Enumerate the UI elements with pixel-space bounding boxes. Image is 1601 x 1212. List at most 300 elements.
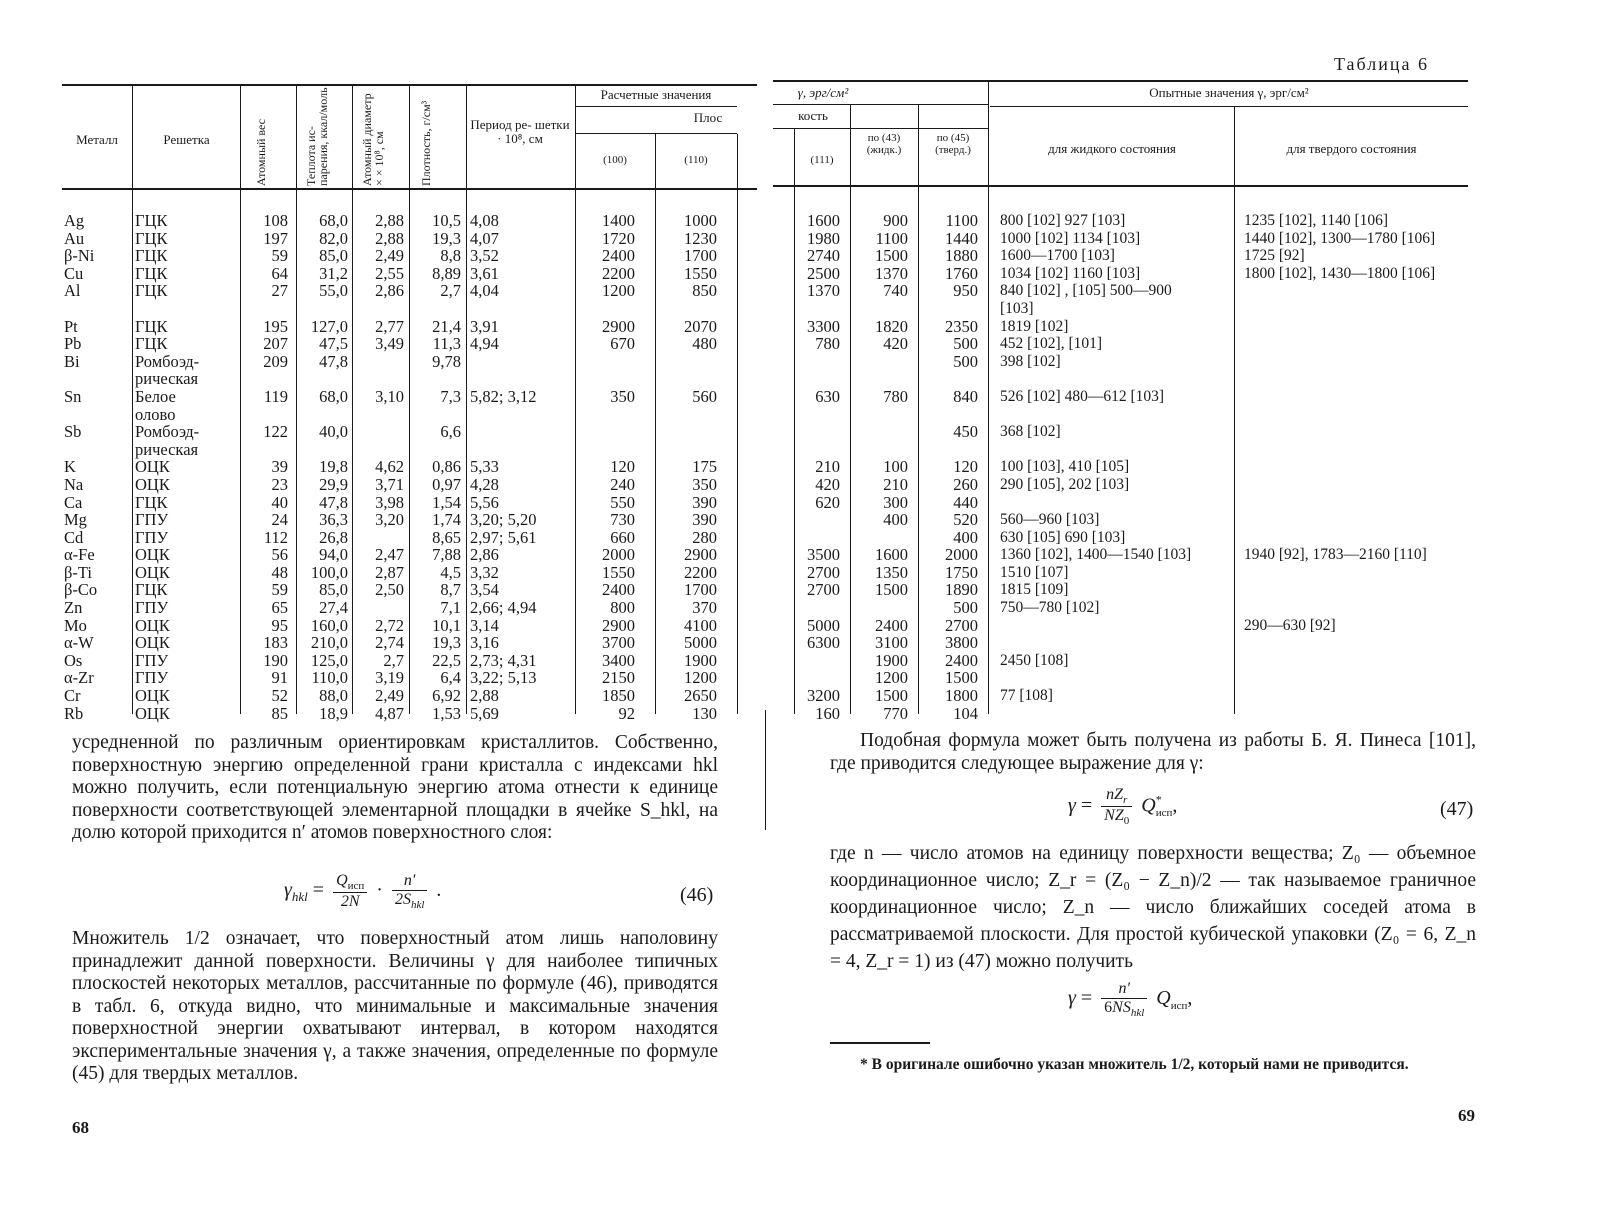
table-cell-period: 5,69: [470, 703, 499, 723]
table-cell-dens: 8,7: [440, 580, 461, 600]
table-cell-sol: 1440 [102], 1300—1780 [106]: [1244, 229, 1436, 247]
table-cell-aw: 56: [271, 545, 288, 565]
table-cell-p100: 670: [610, 334, 635, 354]
table-cell-diam: 2,87: [375, 562, 404, 582]
table-cell-dens: 22,5: [432, 650, 461, 670]
table-cell-g45: 950: [953, 281, 978, 301]
table-cell-p111: [790, 353, 840, 371]
table-cell-aw: 195: [263, 316, 288, 336]
table-cell-diam: 2,50: [375, 580, 404, 600]
table-cell-g45: 1440: [945, 228, 978, 248]
table-cell-period: 2,86: [470, 545, 499, 565]
table-cell-sol: [1244, 494, 1468, 512]
table-cell-p100: 3700: [602, 633, 635, 653]
table-cell-p111: [790, 652, 840, 670]
table-cell-p110: 1200: [684, 668, 717, 688]
table-cell-lattice: ГПУ: [135, 527, 169, 547]
table-cell-p111: 1370: [807, 281, 840, 301]
col-plane-110: [657, 212, 717, 722]
table-cell-liq: 526 [102] 480—612 [103]: [1000, 387, 1165, 405]
table-cell-diam: 2,7: [383, 650, 404, 670]
col-gamma-45: [920, 212, 978, 722]
table-cell-heat: [298, 406, 348, 424]
table-cell-aw: 112: [263, 527, 288, 547]
table-cell-dens: 19,3: [432, 633, 461, 653]
table-cell-g45: 1760: [945, 263, 978, 283]
table-cell-period: [470, 300, 574, 318]
table-cell-diam: [354, 599, 404, 617]
table-cell-g45: 104: [953, 703, 978, 723]
table-cell-p110: 130: [692, 703, 717, 723]
table-cell-aw: 23: [271, 474, 288, 494]
table-cell-g43: 1100: [875, 228, 908, 248]
table-cell-period: 3,22; 5,13: [470, 668, 537, 688]
table-cell-g43: 1820: [875, 316, 908, 336]
table-cell-p111: 620: [815, 492, 840, 512]
table-cell-liq: [1000, 705, 1232, 723]
equation-46: $\gamma_{hkl}$ = $\frac{Q_{исп}}{2N}$ · $\frac{n'}{2S_{hkl}}$ .: [284, 872, 442, 912]
table-cell-heat: 88,0: [319, 686, 348, 706]
table-cell-aw: [242, 300, 288, 318]
equation-47-number: (47): [1440, 798, 1474, 820]
table-cell-g43: 770: [883, 703, 908, 723]
table-cell-heat: 29,9: [319, 474, 348, 494]
table-cell-p100: 240: [610, 474, 635, 494]
header-by-formula-45: по (45) (тверд.): [935, 132, 971, 156]
col-density: [411, 212, 461, 722]
table-cell-heat: 110,0: [311, 668, 348, 688]
table-cell-sol: [1244, 634, 1468, 652]
table-cell-g45: 520: [953, 510, 978, 530]
table-cell-g45: [920, 441, 978, 459]
table-cell-dens: 10,1: [432, 615, 461, 635]
table-cell-sol: [1244, 370, 1468, 388]
table-cell-lattice: олово: [135, 404, 176, 424]
table-cell-dens: [411, 300, 461, 318]
table-cell-diam: 2,47: [375, 545, 404, 565]
table-cell-dens: 1,54: [432, 492, 461, 512]
footnote-rule: [830, 1042, 930, 1044]
table-cell-liq: [103]: [1000, 299, 1034, 317]
table-cell-g43: [852, 300, 908, 318]
table-cell-p111: 2740: [807, 246, 840, 266]
table-cell-dens: 6,4: [440, 668, 461, 688]
table-cell-g43: 400: [883, 510, 908, 530]
table-cell-g45: [920, 406, 978, 424]
table-cell-p110: 2200: [684, 562, 717, 582]
col-gamma-43: [852, 212, 908, 722]
equation-unnumbered: γ = $\frac{n'}{6NS_{hkl}}$ $Q_{исп}$,: [1068, 980, 1193, 1020]
table-cell-aw: 59: [271, 580, 288, 600]
table-cell-p100: 2200: [602, 263, 635, 283]
table-cell-p111: 6300: [807, 633, 840, 653]
table-cell-g43: 780: [883, 386, 908, 406]
table-cell-lattice: ОЦК: [135, 457, 170, 477]
table-cell-lattice: ОЦК: [135, 615, 170, 635]
table-cell-sol: [1244, 476, 1468, 494]
table-cell-metal: β-Co: [64, 580, 98, 600]
table-cell-liq: 1000 [102] 1134 [103]: [1000, 229, 1141, 247]
table-cell-p110: 280: [692, 527, 717, 547]
col-liquid-state: [1000, 212, 1232, 722]
table-cell-liq: [1000, 406, 1232, 424]
table-cell-p110: 1900: [684, 650, 717, 670]
table-cell-liq: 1600—1700 [103]: [1000, 247, 1115, 265]
table-cell-liq: 840 [102] , [105] 500—900: [1000, 282, 1172, 300]
table-cell-lattice: Ромбоэд-: [135, 351, 200, 371]
table-cell-aw: [242, 406, 288, 424]
table-cell-p111: 1600: [807, 211, 840, 230]
table-cell-dens: [411, 406, 461, 424]
table-cell-period: 4,94: [470, 334, 499, 354]
table-cell-period: [470, 441, 574, 459]
table-header-rule-right: [773, 185, 1468, 187]
table-cell-metal: Ag: [64, 211, 85, 230]
table-cell-liq: 560—960 [103]: [1000, 511, 1100, 529]
table-caption: Таблица 6: [1334, 54, 1429, 74]
table-cell-dens: 6,92: [432, 686, 461, 706]
table-cell-aw: 39: [271, 457, 288, 477]
table-cell-dens: 8,65: [432, 527, 461, 547]
table-cell-period: 3,16: [470, 633, 499, 653]
table-cell-metal: Ca: [64, 492, 83, 512]
table-cell-diam: 2,88: [375, 211, 404, 230]
table-cell-diam: 2,86: [375, 281, 404, 301]
right-paragraph-2: где n — число атомов на единицу поверхности вещества; Z₀ — объемное координационное число; Z_r = (Z₀ − Z_n)/2 — так называемое граничное координационное число; Z_n — число ближайших соседей атома в рассматриваемой плоскости. Для простой кубической упаковки (Z₀ = 6, Z_n = 4, Z_r = 1) из (47) можно получить: [830, 843, 1476, 972]
table-cell-p111: 780: [815, 334, 840, 354]
table-cell-metal: Pt: [64, 316, 78, 336]
table-cell-g45: [920, 300, 978, 318]
table-cell-period: 3,52: [470, 246, 499, 266]
table-cell-heat: 19,8: [319, 457, 348, 477]
table-cell-g45: 400: [953, 527, 978, 547]
table-cell-lattice: ГПУ: [135, 668, 169, 688]
table-cell-aw: [242, 370, 288, 388]
table-cell-g43: [852, 406, 908, 424]
table-cell-dens: 1,74: [432, 510, 461, 530]
table-cell-heat: 68,0: [319, 386, 348, 406]
table-cell-lattice: ОЦК: [135, 545, 170, 565]
table-cell-g43: [852, 423, 908, 441]
table-cell-metal: Mo: [64, 615, 87, 635]
table-cell-g45: 440: [953, 492, 978, 512]
table-cell-g43: 1500: [875, 686, 908, 706]
table-cell-lattice: ГЦК: [135, 246, 168, 266]
table-cell-aw: 207: [263, 334, 288, 354]
table-cell-sol: [1244, 282, 1468, 300]
table-cell-period: 3,91: [470, 316, 499, 336]
table-cell-sol: [1244, 335, 1468, 353]
table-cell-period: 4,07: [470, 228, 499, 248]
table-cell-p100: 1850: [602, 686, 635, 706]
table-cell-p110: [657, 406, 717, 424]
table-cell-liq: [1000, 669, 1232, 687]
table-cell-p100: 2900: [602, 615, 635, 635]
page-number-left: 68: [72, 1118, 89, 1137]
table-cell-diam: 2,55: [375, 263, 404, 283]
table-cell-heat: 26,8: [319, 527, 348, 547]
table-cell-aw: 40: [271, 492, 288, 512]
table-cell-p100: [577, 423, 635, 441]
table-cell-p110: 480: [692, 334, 717, 354]
table-cell-diam: 2,72: [375, 615, 404, 635]
table-cell-p100: 120: [610, 457, 635, 477]
table-cell-p111: 420: [815, 474, 840, 494]
table-cell-metal: Zn: [64, 598, 83, 618]
table-cell-aw: [242, 441, 288, 459]
col-heat-vaporization: [298, 212, 348, 722]
table-cell-sol: [1244, 300, 1468, 318]
table-cell-period: 4,28: [470, 474, 499, 494]
table-cell-diam: 4,62: [375, 457, 404, 477]
col-atomic-diameter: [354, 212, 404, 722]
table-cell-period: 5,56: [470, 492, 499, 512]
table-cell-p110: 350: [692, 474, 717, 494]
table-cell-heat: 47,8: [319, 351, 348, 371]
table-cell-p110: 4100: [684, 615, 717, 635]
table-cell-heat: 27,4: [319, 598, 348, 618]
table-cell-heat: 94,0: [319, 545, 348, 565]
table-cell-p110: 1700: [684, 246, 717, 266]
page-number-right: 69: [1458, 1106, 1475, 1125]
table-cell-p111: [790, 370, 840, 388]
table-cell-g45: 450: [953, 422, 978, 442]
table-cell-p111: 1980: [807, 228, 840, 248]
table-cell-lattice: ОЦК: [135, 686, 170, 706]
table-cell-p111: 210: [815, 457, 840, 477]
table-cell-aw: 209: [263, 351, 288, 371]
table-cell-sol: [1244, 669, 1468, 687]
table-cell-diam: 4,87: [375, 703, 404, 723]
table-cell-sol: [1244, 388, 1468, 406]
table-cell-p111: [790, 441, 840, 459]
table-cell-p110: [657, 353, 717, 371]
table-cell-g45: 2400: [945, 650, 978, 670]
table-cell-heat: 31,2: [319, 263, 348, 283]
col-atomic-weight: [242, 212, 288, 722]
header-metal: Металл: [76, 132, 118, 147]
table-cell-heat: 210,0: [310, 633, 348, 653]
table-cell-dens: 0,86: [432, 457, 461, 477]
table-cell-diam: 3,49: [375, 334, 404, 354]
table-cell-period: 3,14: [470, 615, 499, 635]
table-cell-liq: 630 [105] 690 [103]: [1000, 528, 1126, 546]
table-cell-aw: 108: [263, 211, 288, 230]
header-heat-vaporization: Теплота ис- парения, ккал/моль: [304, 87, 330, 186]
table-cell-p100: 92: [618, 703, 635, 723]
table-cell-aw: 95: [271, 615, 288, 635]
table-cell-liq: 398 [102]: [1000, 352, 1061, 370]
table-cell-sol: [1244, 529, 1468, 547]
table-cell-metal: [64, 370, 130, 388]
table-cell-liq: 2450 [108]: [1000, 651, 1069, 669]
table-cell-period: 3,32: [470, 562, 499, 582]
table-cell-p100: 800: [610, 598, 635, 618]
table-cell-metal: β-Ni: [64, 246, 95, 266]
table-cell-g45: 1750: [945, 562, 978, 582]
table-cell-sol: [1244, 423, 1468, 441]
table-cell-lattice: ГЦК: [135, 492, 168, 512]
table-cell-period: 3,61: [470, 263, 499, 283]
table-cell-p110: 1000: [684, 211, 717, 230]
header-gamma-unit: γ, эрг/см²: [797, 85, 849, 100]
table-cell-dens: 7,88: [432, 545, 461, 565]
table-cell-g45: 2350: [945, 316, 978, 336]
table-cell-aw: 190: [263, 650, 288, 670]
table-cell-metal: Cr: [64, 686, 81, 706]
table-cell-p100: [577, 441, 635, 459]
table-cell-liq: 368 [102]: [1000, 423, 1061, 441]
table-cell-dens: 4,5: [440, 562, 461, 582]
table-cell-period: [470, 406, 574, 424]
table-cell-dens: 7,3: [440, 386, 461, 406]
table-cell-heat: [298, 441, 348, 459]
table-cell-dens: 6,6: [440, 422, 461, 442]
table-cell-metal: α-Fe: [64, 545, 95, 565]
footnote: * В оригинале ошибочно указан множитель 1/2, который нами не приводится.: [860, 1056, 1409, 1073]
header-liquid-state: для жидкого состояния: [1048, 141, 1176, 156]
table-cell-aw: 183: [263, 633, 288, 653]
table-cell-g43: [852, 529, 908, 547]
table-cell-sol: [1244, 458, 1468, 476]
table-cell-aw: 64: [271, 263, 288, 283]
header-experimental-values: Опытные значения γ, эрг/см²: [1149, 85, 1309, 100]
table-cell-heat: 85,0: [319, 580, 348, 600]
table-cell-g43: 100: [883, 457, 908, 477]
table-cell-period: [470, 353, 574, 371]
table-cell-metal: α-Zr: [64, 668, 94, 688]
table-cell-metal: Na: [64, 474, 84, 494]
header-density: Плотность, г/см³: [419, 100, 433, 186]
table-cell-sol: [1244, 599, 1468, 617]
table-cell-g45: 120: [953, 457, 978, 477]
table-cell-p110: 5000: [684, 633, 717, 653]
table-cell-metal: Rb: [64, 703, 84, 723]
table-cell-p110: [657, 441, 717, 459]
table-cell-liq: 77 [108]: [1000, 687, 1053, 705]
table-cell-p100: [577, 370, 635, 388]
table-cell-dens: 7,1: [440, 598, 461, 618]
table-cell-g43: 210: [883, 474, 908, 494]
table-cell-lattice: [135, 300, 239, 318]
table-cell-p110: 2070: [684, 316, 717, 336]
table-cell-aw: 24: [271, 510, 288, 530]
table-cell-p111: 2700: [807, 580, 840, 600]
table-cell-diam: 2,77: [375, 316, 404, 336]
table-cell-aw: 85: [271, 703, 288, 723]
table-cell-period: 2,88: [470, 686, 499, 706]
table-cell-metal: Cu: [64, 263, 84, 283]
table-cell-p110: 175: [692, 457, 717, 477]
table-cell-period: 4,08: [470, 211, 499, 230]
table-cell-p110: [657, 423, 717, 441]
table-cell-p100: 1550: [602, 562, 635, 582]
table-cell-metal: Sn: [64, 386, 82, 406]
col-plane-111: [790, 212, 840, 722]
table-cell-diam: [354, 300, 404, 318]
table-cell-liq: 452 [102], [101]: [1000, 335, 1103, 353]
table-cell-aw: 48: [271, 562, 288, 582]
table-cell-g43: 1500: [875, 246, 908, 266]
header-kost: кость: [798, 108, 828, 123]
table-cell-lattice: ОЦК: [135, 474, 170, 494]
table-cell-lattice: Ромбоэд-: [135, 422, 200, 442]
col-solid-state: [1244, 212, 1468, 722]
table-cell-lattice: ОЦК: [135, 633, 170, 653]
table-cell-dens: 8,89: [432, 263, 461, 283]
table-cell-heat: 125,0: [310, 650, 348, 670]
table-cell-lattice: рическая: [135, 369, 199, 389]
table-cell-dens: 2,7: [440, 281, 461, 301]
table-cell-period: 4,04: [470, 281, 499, 301]
table-cell-dens: 11,3: [432, 334, 461, 354]
header-lattice-period: Период ре- шетки · 10⁸, см: [470, 117, 570, 146]
table-cell-p111: 2700: [807, 562, 840, 582]
table-cell-p100: 2150: [602, 668, 635, 688]
table-cell-period: [470, 370, 574, 388]
table-cell-p110: [657, 300, 717, 318]
table-cell-metal: Au: [64, 228, 85, 248]
table-cell-aw: 27: [271, 281, 288, 301]
table-cell-p100: 1400: [602, 211, 635, 230]
table-cell-dens: [411, 441, 461, 459]
table-cell-sol: 1235 [102], 1140 [106]: [1244, 212, 1389, 229]
table-cell-diam: 3,19: [375, 668, 404, 688]
table-cell-liq: [1000, 634, 1232, 652]
table-cell-metal: Mg: [64, 510, 87, 530]
table-cell-g43: 1500: [875, 580, 908, 600]
table-cell-lattice: Белое: [135, 386, 176, 406]
table-cell-aw: 91: [271, 668, 288, 688]
table-cell-g45: 500: [953, 598, 978, 618]
table-cell-heat: 68,0: [319, 211, 348, 230]
table-cell-p100: 2400: [602, 580, 635, 600]
table-cell-period: 3,54: [470, 580, 499, 600]
table-cell-aw: 59: [271, 246, 288, 266]
table-cell-g45: 260: [953, 474, 978, 494]
table-cell-liq: 100 [103], 410 [105]: [1000, 458, 1130, 476]
table-cell-metal: Bi: [64, 351, 80, 371]
table-cell-liq: 1815 [109]: [1000, 581, 1069, 599]
table-cell-aw: 52: [271, 686, 288, 706]
table-cell-p111: 630: [815, 386, 840, 406]
table-cell-g43: 1200: [875, 668, 908, 688]
table-cell-p110: 560: [692, 386, 717, 406]
table-cell-p110: 1230: [684, 228, 717, 248]
table-cell-metal: Al: [64, 281, 81, 301]
table-cell-g45: 840: [953, 386, 978, 406]
table-cell-dens: 1,53: [432, 703, 461, 723]
equation-47: γ = $\frac{nZ_r}{NZ_0}$ $Q^*_{исп}$,: [1068, 786, 1178, 828]
table-cell-lattice: ГПУ: [135, 510, 169, 530]
table-cell-g45: 2000: [945, 545, 978, 565]
table-cell-liq: 800 [102] 927 [103]: [1000, 212, 1126, 229]
table-cell-p100: 1200: [602, 281, 635, 301]
table-cell-liq: [1000, 494, 1232, 512]
header-plane-110: (110): [684, 154, 708, 166]
table-cell-heat: [298, 300, 348, 318]
table-cell-p111: [790, 529, 840, 547]
table-cell-diam: [354, 529, 404, 547]
table-cell-sol: 1725 [92]: [1244, 247, 1305, 265]
table-cell-sol: [1244, 687, 1468, 705]
table-cell-metal: Pb: [64, 334, 82, 354]
table-cell-p111: [790, 300, 840, 318]
table-cell-lattice: ГПУ: [135, 650, 169, 670]
table-cell-period: 3,20; 5,20: [470, 510, 537, 530]
table-cell-liq: [1000, 370, 1232, 388]
table-cell-sol: [1244, 652, 1468, 670]
